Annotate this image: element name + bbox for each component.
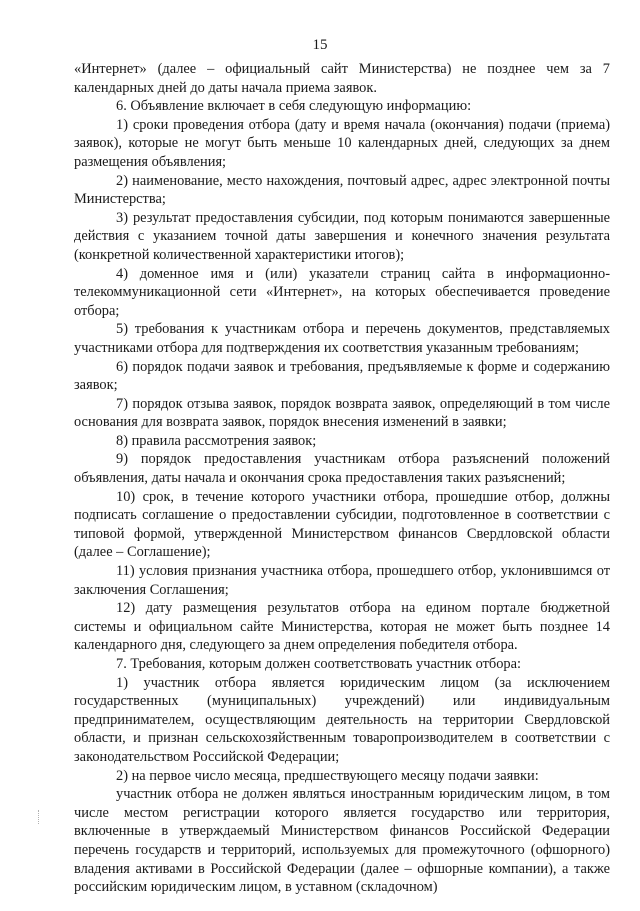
paragraph-item-12: 12) дату размещения результатов отбора на едином портале бюджетной системы и официальном сайте Министерства, которая не может быть позднее 14 календарного дня, следующего за днем определения победителя отбора. [74, 600, 610, 654]
paragraph-item-10: 10) срок, в течение которого участники отбора, прошедшие отбор, должны подписать соглашение о предоставлении субсидии, подготовленное в соответствии с типовой формой, утвержденной Министерством финансов Свердловской области (далее – Соглашение); [74, 488, 610, 561]
paragraph-requirement-2-text: участник отбора не должен являться иностранным юридическим лицом, в том числе местом регистрации которого является государство или территория, включенные в утверждаемый Министерством финансов Российской Федерации перечень государств и территорий, используемых для промежуточного (офшорного) владения активами в Российской Федерации (далее – офшорные компании), а также российским юридическим лицом, в уставном (складочном) [74, 786, 610, 896]
paragraph-item-5: 5) требования к участникам отбора и перечень документов, представляемых участниками отбора для подтверждения их соответствия указанным требованиям; [74, 321, 610, 356]
paragraph-section-7-heading: 7. Требования, которым должен соответствовать участник отбора: [116, 656, 521, 672]
page-number: 15 [312, 37, 328, 53]
paragraph-section-6-heading: 6. Объявление включает в себя следующую информацию: [116, 98, 472, 115]
document-body [74, 60, 610, 897]
paragraph-continuation: «Интернет» (далее – официальный сайт Министерства) не позднее чем за 7 календарных дней до даты начала приема заявок. [74, 61, 610, 96]
paragraph-item-3: 3) результат предоставления субсидии, под которым понимаются завершенные действия с указанием точной даты завершения и конечного значения результата (конкретной количественной характеристики итогов); [74, 209, 610, 263]
paragraph-item-2: 2) наименование, место нахождения, почтовый адрес, адрес электронной почты Министерства; [74, 172, 610, 208]
paragraph-item-7: 7) порядок отзыва заявок, порядок возврата заявок, определяющий в том числе основания для возврата заявок, порядок внесения изменений в заявки; [74, 395, 610, 431]
paragraph-requirement-1: 1) участник отбора является юридическим лицом (за исключением государственных (муниципальных) учреждений) или индивидуальным предпринимателем, осуществляющим деятельность на территории Свердловской области, и признан сельскохозяйственным товаропроизводителем в соответствии с законодательством Российской Федерации; [74, 674, 610, 765]
paragraph-requirement-2: 2) на первое число месяца, предшествующего месяцу подачи заявки: [116, 767, 539, 784]
paragraph-item-6: 6) порядок подачи заявок и требования, предъявляемые к форме и содержанию заявок; [74, 358, 610, 394]
paragraph-item-4: 4) доменное имя и (или) указатели страниц сайта в информационно-телекоммуникационной сети «Интернет», на которых обеспечивается проведение отбора; [74, 265, 610, 319]
paragraph-item-11: 11) условия признания участника отбора, прошедшего отбор, уклонившимся от заключения Соглашения; [74, 563, 610, 598]
paragraph-item-8: 8) правила рассмотрения заявок; [116, 432, 317, 449]
paragraph-item-1: 1) сроки проведения отбора (дату и время начала (окончания) подачи (приема) заявок), которые не могут быть меньше 10 календарных дней, следующих за днем размещения объявления; [74, 116, 610, 170]
margin-scan-mark [38, 810, 40, 824]
paragraph-item-9: 9) порядок предоставления участникам отбора разъяснений положений объявления, даты начала и окончания срока предоставления таких разъяснений; [74, 451, 610, 487]
